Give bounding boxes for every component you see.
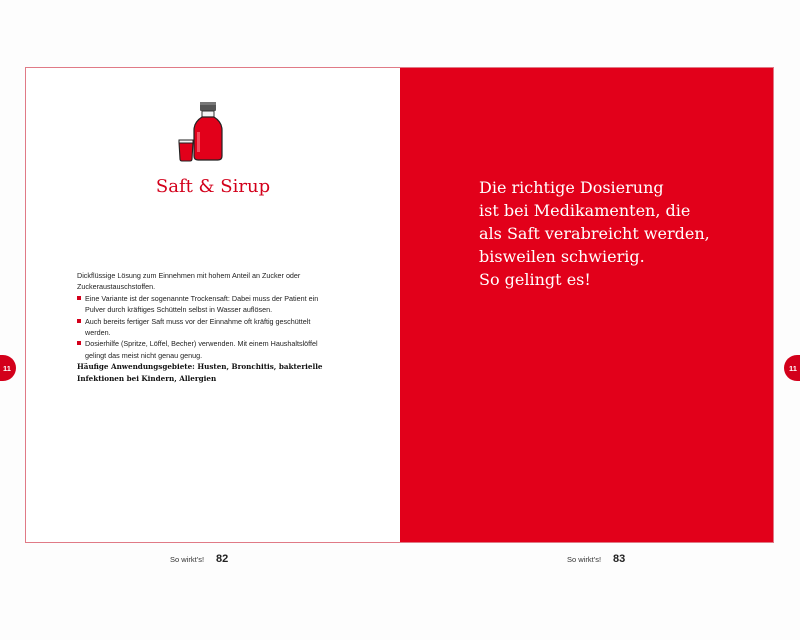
intro-text: Dickflüssige Lösung zum Einnehmen mit hohem Anteil an Zucker oder Zuckeraustauschstoffen.	[77, 271, 301, 292]
list-item	[77, 338, 327, 361]
chapter-tab-right: 11	[784, 355, 800, 381]
bullet-square-icon	[77, 319, 81, 323]
bullet-square-icon	[77, 296, 81, 300]
list-item	[77, 293, 327, 316]
body-text	[77, 270, 327, 384]
medicine-bottle-icon	[176, 100, 228, 162]
page-number: 82	[216, 553, 229, 565]
bullet-list	[77, 293, 327, 361]
chapter-tab-left: 11	[0, 355, 16, 381]
bullet-square-icon	[77, 341, 81, 345]
list-item	[77, 316, 327, 339]
quote-line: So gelingt es!	[479, 270, 591, 289]
usage-note: Häufige Anwendungsgebiete: Husten, Bronchitis, bakterielle Infektionen bei Kindern, Allergien	[77, 362, 323, 383]
folio-label: So wirkt’s!	[170, 555, 205, 564]
folio-right	[567, 553, 625, 565]
page-number: 83	[613, 553, 626, 565]
folio-left	[170, 553, 228, 565]
quote-line: Die richtige Dosierung	[479, 178, 664, 197]
folio-label: So wirkt’s!	[567, 555, 602, 564]
right-page	[400, 68, 773, 542]
pull-quote	[479, 176, 739, 291]
left-page	[26, 68, 400, 542]
quote-line: ist bei Medikamenten, die	[479, 201, 691, 220]
quote-line: als Saft verabreicht werden,	[479, 224, 710, 243]
quote-line: bisweilen schwierig.	[479, 247, 645, 266]
list-item-text: Eine Variante ist der sogenannte Trockensaft: Dabei muss der Patient ein Pulver durch kräftiges Schütteln selbst in Wasser auflösen.	[85, 293, 319, 315]
list-item-text: Auch bereits fertiger Saft muss vor der Einnahme oft kräftig geschüttelt werden.	[85, 316, 311, 338]
list-item-text: Dosierhilfe (Spritze, Löffel, Becher) verwenden. Mit einem Haushaltslöffel gelingt das meist nicht genau genug.	[85, 339, 318, 360]
section-title: Saft & Sirup	[155, 176, 271, 197]
book-spread	[25, 67, 774, 543]
